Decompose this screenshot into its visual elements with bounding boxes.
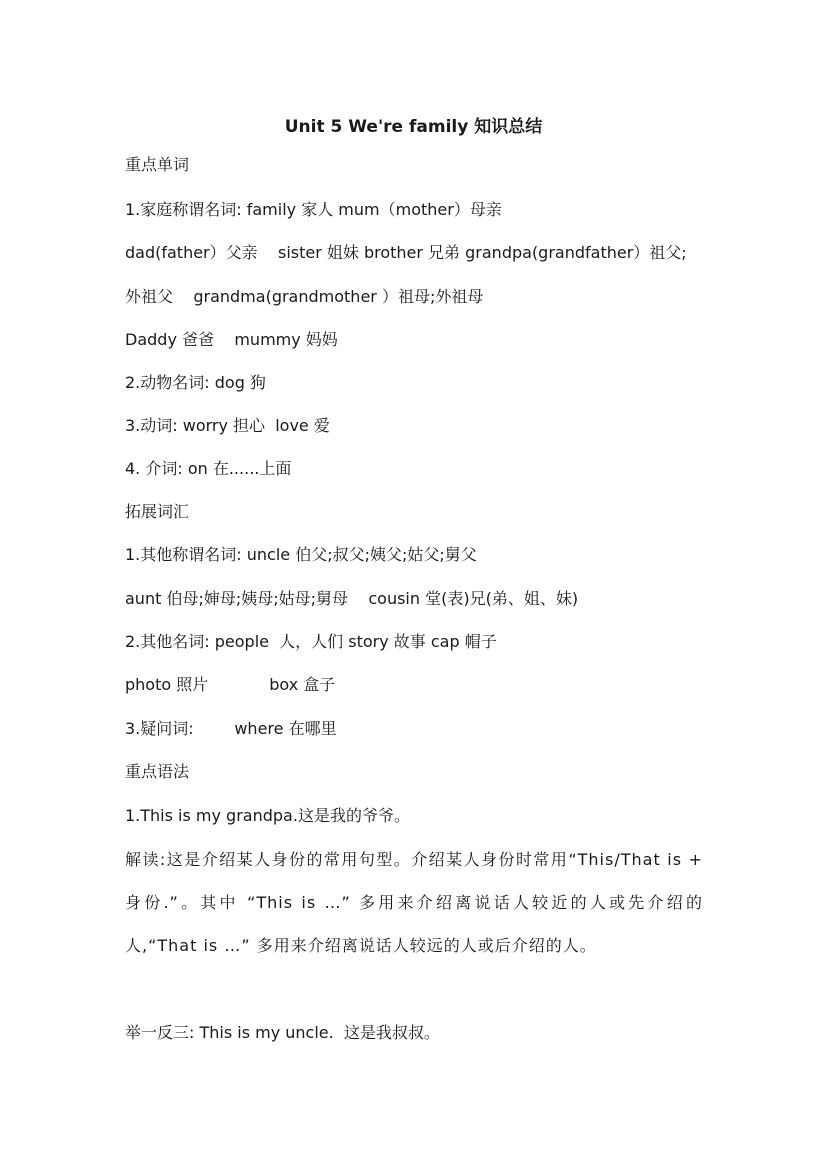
extended-words-line-2: aunt 伯母;婶母;姨母;姑母;舅母 cousin 堂(表)兄(弟、姐、妹)	[125, 589, 579, 608]
key-words-line-2: dad(father）父亲 sister 姐妹 brother 兄弟 grandpa(grandfather）祖父;	[125, 243, 687, 262]
key-words-line-7: 4. 介词: on 在......上面	[125, 459, 292, 478]
key-words-line-1: 1.家庭称谓名词: family 家人 mum（mother）母亲	[125, 200, 502, 219]
extended-words-line-4: photo 照片 box 盒子	[125, 675, 336, 694]
section-heading-grammar: 重点语法	[125, 762, 190, 781]
key-words-line-5: 2.动物名词: dog 狗	[125, 373, 266, 392]
grammar-explanation: 解读:这是介绍某人身份的常用句型。介绍某人身份时常用“This/That is + 身份.”。其中 “This is …” 多用来介绍离说话人较近的人或先介绍的人,“That is …” 多用来介绍离说话人较远的人或后介绍的人。	[125, 850, 703, 955]
key-words-line-4: Daddy 爸爸 mummy 妈妈	[125, 330, 338, 349]
extended-words-line-1: 1.其他称谓名词: uncle 伯父;叔父;姨父;姑父;舅父	[125, 545, 477, 564]
extended-words-line-5: 3.疑问词: where 在哪里	[125, 719, 337, 738]
key-words-line-6: 3.动词: worry 担心 love 爱	[125, 416, 330, 435]
key-words-line-3: 外祖父 grandma(grandmother ）祖母;外祖母	[125, 287, 484, 306]
grammar-sentence: 1.This is my grandpa.这是我的爷爷。	[125, 806, 410, 825]
grammar-example: 举一反三: This is my uncle. 这是我叔叔。	[125, 1023, 440, 1042]
extended-words-line-3: 2.其他名词: people 人，人们 story 故事 cap 帽子	[125, 632, 497, 651]
document-title: Unit 5 We're family 知识总结	[284, 117, 543, 137]
section-heading-extended-words: 拓展词汇	[125, 502, 190, 521]
section-heading-key-words: 重点单词	[125, 155, 190, 174]
